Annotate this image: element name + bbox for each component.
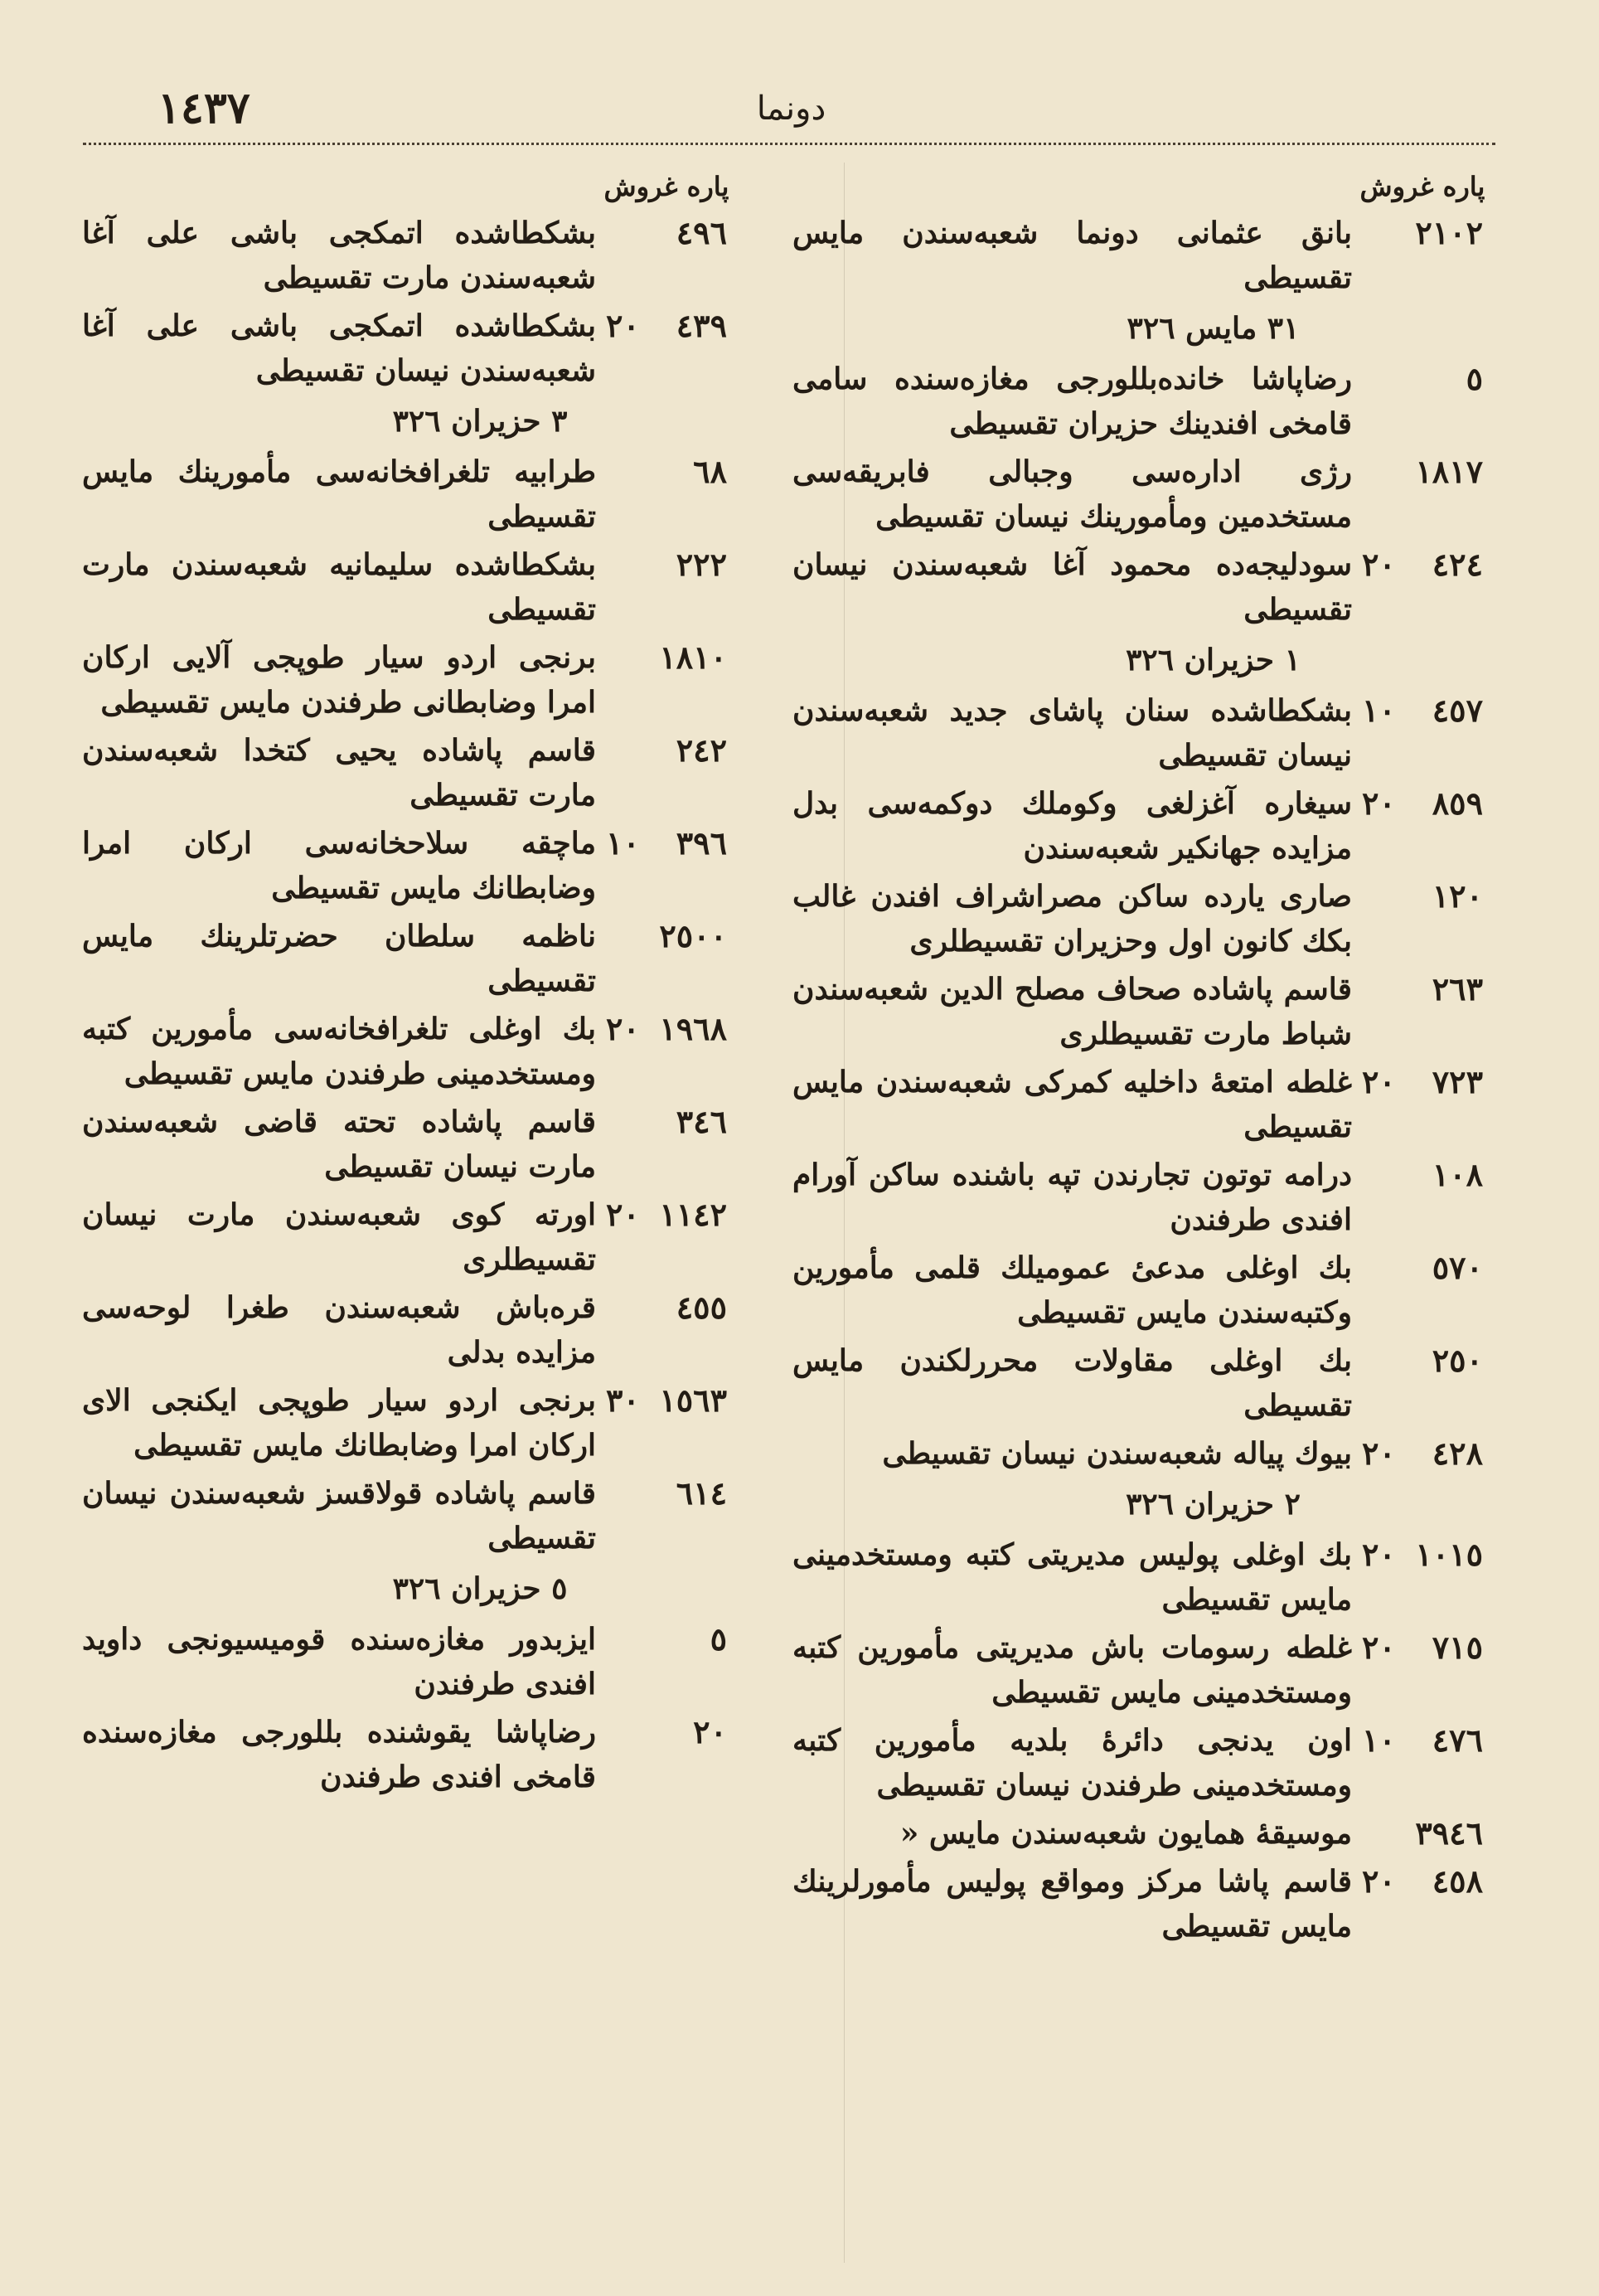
entry-description: برنجی اردو سیار طوپجی آلایی ارکان امرا وضابطانی طرفندن مایس تقسیطی (82, 640, 596, 720)
entry-description: سیغاره آغزلغی وکوملك دوکمه‌سی بدل مزایده جهانکیر شعبه‌سندن (792, 786, 1352, 866)
right-column (792, 163, 1493, 1952)
left-entries (82, 211, 737, 1803)
para-value: ١٠ (1362, 1721, 1396, 1759)
kurus-value: ١٨١٧ (1415, 453, 1483, 490)
kurus-value: ١٨١٠ (659, 638, 727, 676)
entry-description: بك اوغلی مقاولات محررلکندن مایس تقسیطی (792, 1343, 1352, 1423)
entry-amount (1352, 1153, 1493, 1197)
ledger-entry (792, 1338, 1493, 1428)
entry-description: قره‌باش شعبه‌سندن طغرا لوحه‌سی مزایده بدلی (82, 1290, 596, 1370)
entry-amount (1352, 357, 1493, 401)
ledger-entry (792, 1532, 1493, 1622)
ledger-entry (792, 874, 1493, 964)
kurus-value: ٤٥٧ (1432, 692, 1483, 729)
para-value: ٢٠ (1362, 1629, 1396, 1666)
para-value: ٢٠ (606, 307, 640, 344)
kurus-value: ٤٧٦ (1432, 1721, 1483, 1759)
ledger-entry (82, 449, 737, 539)
entry-description: قاسم پاشاده یحیی کتخدا شعبه‌سندن مارت تقسیطی (82, 733, 596, 813)
entry-description: برنجی اردو سیار طوپجی ایکنجی الای ارکان امرا وضابطانك مایس تقسیطی (82, 1383, 596, 1463)
entry-description: ماچقه سلاحخانه‌سی ارکان امرا وضابطانك مایس تقسیطی (82, 826, 596, 905)
kurus-value: ٣٤٦ (676, 1103, 727, 1140)
entry-description: بك اوغلی پولیس مدیریتی کتبه ومستخدمینی مایس تقسیطی (792, 1537, 1352, 1617)
entry-description: ناظمه سلطان حضرتلرینك مایس تقسیطی (82, 919, 596, 998)
ledger-entry (792, 357, 1493, 446)
kurus-value: ٣٩٦ (676, 824, 727, 862)
kurus-value: ١٢٠ (1432, 877, 1483, 915)
ledger-entry (792, 211, 1493, 300)
ledger-entry (82, 728, 737, 818)
ledger-entry (82, 1007, 737, 1096)
entry-description: بشکطاشده اتمکجی باشی علی آغا شعبه‌سندن مارت تقسیطی (82, 216, 596, 295)
date-heading: ٣١ مایس ٣٢٦ (1127, 311, 1300, 346)
entry-description: اون یدنجی دائرهٔ بلدیه مأمورین کتبه ومستخدمینی طرفندن نیسان تقسیطی (792, 1723, 1352, 1803)
para-value: ٢٠ (1362, 1063, 1396, 1100)
entry-amount (1352, 211, 1493, 255)
entry-amount (1352, 449, 1493, 494)
ledger-entry (82, 1099, 737, 1189)
entry-amount (1352, 781, 1493, 826)
currency-heading: پاره غروش (603, 171, 729, 202)
entry-amount (596, 914, 737, 959)
page-header (83, 83, 1500, 133)
entry-amount (596, 1378, 737, 1423)
kurus-value: ٢٥٠٠ (659, 917, 727, 954)
kurus-value: ٤٢٤ (1432, 546, 1483, 583)
kurus-value: ٤٩٦ (676, 214, 727, 251)
kurus-value: ٨٥٩ (1432, 784, 1483, 822)
entry-amount (1352, 1811, 1493, 1856)
date-heading: ٣ حزیران ٣٢٦ (392, 404, 568, 439)
entry-description: موسیقهٔ همایون شعبه‌سندن مایس « (899, 1816, 1352, 1851)
para-value: ٢٠ (606, 1196, 640, 1233)
ledger-entry (792, 1060, 1493, 1149)
entry-description: درامه توتون تجارندن تپه باشنده ساکن آورام افندی طرفندن (792, 1158, 1352, 1237)
entry-description: اورته کوی شعبه‌سندن مارت نیسان تقسیطلری (82, 1197, 596, 1277)
para-value: ٢٠ (606, 1010, 640, 1047)
kurus-value: ٥ (710, 1620, 727, 1658)
ledger-entry (792, 449, 1493, 539)
entry-amount (596, 1471, 737, 1516)
kurus-value: ٦٨ (693, 453, 727, 490)
entry-amount (596, 821, 737, 866)
ledger-entry (82, 1285, 737, 1375)
entry-amount (1352, 1245, 1493, 1290)
kurus-value: ١٥٦٣ (659, 1381, 727, 1419)
entry-amount (1352, 1532, 1493, 1577)
left-column (82, 163, 737, 1803)
entry-amount (596, 1007, 737, 1051)
ledger-entry (82, 1378, 737, 1468)
entry-description: صاری یارده ساکن مصراشراف افندن غالب بکك کانون اول وحزیران تقسیطلری (792, 879, 1352, 959)
ledger-entry (792, 1153, 1493, 1242)
entry-amount (1352, 1625, 1493, 1670)
kurus-value: ٢٠ (693, 1713, 727, 1750)
entry-amount (1352, 688, 1493, 733)
para-value: ١٠ (1362, 692, 1396, 729)
kurus-value: ٤٣٩ (676, 307, 727, 344)
entry-amount (1352, 1718, 1493, 1763)
ledger-entry (82, 542, 737, 632)
entry-amount (596, 1192, 737, 1237)
ledger-entry (792, 967, 1493, 1056)
ledger-entry (82, 635, 737, 725)
entry-amount (596, 449, 737, 494)
ledger-entry (82, 1471, 737, 1561)
left-column-heading (82, 163, 737, 211)
right-column-heading (792, 163, 1493, 211)
kurus-value: ٢٥٠ (1432, 1342, 1483, 1379)
entry-description: رضاپاشا خانده‌بللورجی مغازه‌سنده سامی قامخی افندینك حزیران تقسیطی (792, 362, 1352, 441)
entry-description: قاسم پاشاده صحاف مصلح الدین شعبه‌سندن شباط مارت تقسیطلری (792, 972, 1352, 1051)
kurus-value: ٥ (1466, 360, 1483, 397)
kurus-value: ٣٩٤٦ (1415, 1814, 1483, 1852)
date-heading: ١ حزیران ٣٢٦ (1126, 643, 1301, 677)
kurus-value: ٧١٥ (1432, 1629, 1483, 1666)
header-dotted-rule (83, 143, 1495, 145)
ledger-entry (792, 1245, 1493, 1335)
entry-amount (1352, 874, 1493, 919)
ledger-entry (82, 821, 737, 910)
entry-description: بیوك پیاله شعبه‌سندن نیسان تقسیطی (882, 1436, 1352, 1471)
ledger-entry (792, 1431, 1493, 1476)
entry-description: قاسم پاشاده تحته قاضی شعبه‌سندن مارت نیسان تقسیطی (82, 1104, 596, 1184)
right-entries (792, 211, 1493, 1952)
page-number: ١٤٣٧ (157, 83, 250, 133)
ledger-entry (792, 542, 1493, 632)
ledger-entry (792, 781, 1493, 871)
date-heading: ٥ حزیران ٣٢٦ (392, 1571, 568, 1606)
para-value: ٢٠ (1362, 546, 1396, 583)
entry-amount (596, 728, 737, 773)
entry-description: غلطه امتعهٔ داخلیه کمرکی شعبه‌سندن مایس تقسیطی (792, 1065, 1352, 1144)
para-value: ٢٠ (1362, 1862, 1396, 1900)
para-value: ٢٠ (1362, 784, 1396, 822)
kurus-value: ١٠١٥ (1415, 1536, 1483, 1573)
kurus-value: ٢٤٢ (676, 731, 727, 769)
entry-description: بشکطاشده سنان پاشای جدید شعبه‌سندن نیسان تقسیطی (792, 693, 1352, 773)
entry-amount (596, 1285, 737, 1330)
running-title: دونما (756, 90, 826, 128)
entry-description: بك اوغلی مدعیٔ عمومیلك قلمی مأمورین وکتبه‌سندن مایس تقسیطی (792, 1250, 1352, 1330)
ledger-entry (82, 914, 737, 1003)
entry-amount (1352, 1060, 1493, 1104)
entry-amount (596, 211, 737, 255)
kurus-value: ١٩٦٨ (659, 1010, 727, 1047)
kurus-value: ٧٢٣ (1432, 1063, 1483, 1100)
ledger-entry (792, 1625, 1493, 1715)
entry-description: قاسم پاشا مرکز ومواقع پولیس مأمورلرینك مایس تقسیطی (792, 1864, 1352, 1944)
entry-description: رژی اداره‌سی وجبالی فابریقه‌سی مستخدمین ومأمورینك نیسان تقسیطی (792, 454, 1352, 534)
ledger-entry (82, 1710, 737, 1799)
ledger-entry (82, 303, 737, 393)
ledger-entry (792, 1859, 1493, 1949)
entry-amount (1352, 542, 1493, 587)
entry-description: بك اوغلی تلغرافخانه‌سی مأمورین کتبه ومستخدمینی طرفندن مایس تقسیطی (82, 1012, 596, 1091)
ledger-entry (82, 1192, 737, 1282)
currency-heading: پاره غروش (1359, 171, 1485, 202)
column-divider (844, 163, 845, 2263)
entry-amount (596, 1710, 737, 1755)
kurus-value: ٤٥٨ (1432, 1862, 1483, 1900)
entry-amount (1352, 1431, 1493, 1476)
kurus-value: ٢١٠٢ (1415, 214, 1483, 251)
entry-amount (596, 1617, 737, 1662)
entry-description: قاسم پاشاده قولاقسز شعبه‌سندن نیسان تقسیطی (82, 1476, 596, 1556)
ledger-entry (82, 211, 737, 300)
ledger-entry (792, 1811, 1493, 1856)
entry-amount (1352, 1859, 1493, 1904)
entry-amount (596, 303, 737, 348)
ledger-entry (792, 688, 1493, 778)
kurus-value: ١١٤٢ (659, 1196, 727, 1233)
entry-amount (1352, 1338, 1493, 1383)
kurus-value: ٦١٤ (676, 1474, 727, 1512)
entry-amount (596, 1099, 737, 1144)
entry-description: غلطه رسومات باش مدیریتی مأمورین کتبه ومستخدمینی مایس تقسیطی (792, 1630, 1352, 1710)
entry-amount (1352, 967, 1493, 1012)
kurus-value: ٢٦٣ (1432, 970, 1483, 1007)
entry-description: بشکطاشده اتمکجی باشی علی آغا شعبه‌سندن نیسان تقسیطی (82, 308, 596, 388)
ledger-entry (792, 1718, 1493, 1808)
entry-description: بانق عثمانی دونما شعبه‌سندن مایس تقسیطی (792, 216, 1352, 295)
kurus-value: ١٠٨ (1432, 1156, 1483, 1193)
entry-description: بشکطاشده سلیمانیه شعبه‌سندن مارت تقسیطی (82, 547, 596, 627)
kurus-value: ٤٥٥ (676, 1289, 727, 1326)
entry-description: رضاپاشا یقوشنده بللورجی مغازه‌سنده قامخی افندی طرفندن (82, 1715, 596, 1794)
entry-description: ایزبدور مغازه‌سنده قومیسیونجی داوید افندی طرفندن (82, 1622, 596, 1701)
kurus-value: ٤٢٨ (1432, 1434, 1483, 1472)
entry-amount (596, 635, 737, 680)
kurus-value: ٥٧٠ (1432, 1249, 1483, 1286)
entry-description: سودلیجه‌ده محمود آغا شعبه‌سندن نیسان تقسیطی (792, 547, 1352, 627)
para-value: ٢٠ (1362, 1536, 1396, 1573)
entry-amount (596, 542, 737, 587)
entry-description: طرابیه تلغرافخانه‌سی مأمورینك مایس تقسیطی (82, 454, 596, 534)
date-heading: ٢ حزیران ٣٢٦ (1126, 1487, 1301, 1522)
para-value: ٣٠ (606, 1381, 640, 1419)
para-value: ٢٠ (1362, 1434, 1396, 1472)
kurus-value: ٢٢٢ (676, 546, 727, 583)
ledger-entry (82, 1617, 737, 1706)
para-value: ١٠ (606, 824, 640, 862)
